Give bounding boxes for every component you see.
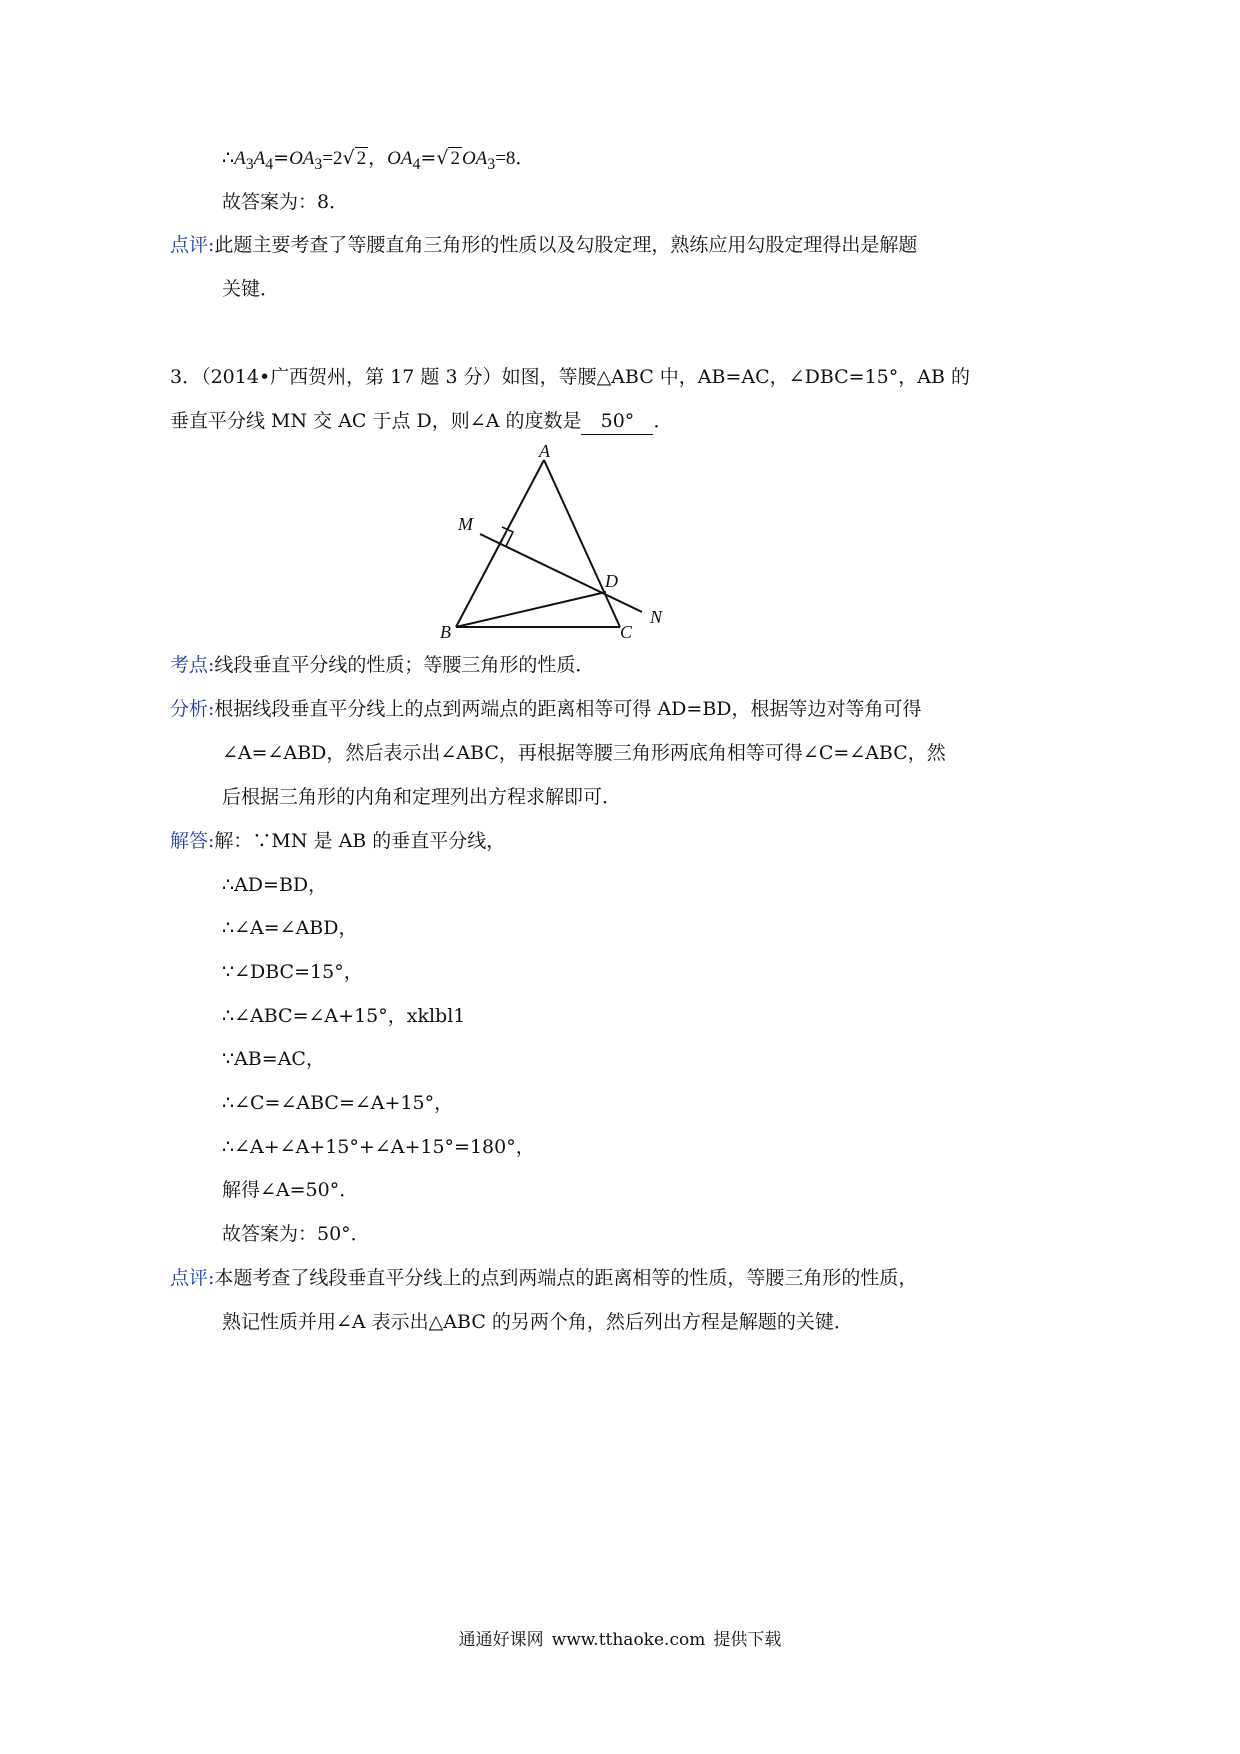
dianping-line: [170, 1265, 917, 1291]
label-a: A: [539, 441, 550, 461]
footer-site: 通通好课网: [458, 1630, 544, 1650]
segment-bd: [456, 592, 606, 627]
kaodian-text: 线段垂直平分线的性质；等腰三角形的性质．: [214, 654, 595, 676]
fenxi-text: 根据线段垂直平分线上的点到两端点的距离相等可得 AD=BD，根据等边对等角可得: [214, 698, 922, 720]
equation-line: $\therefore A_3A_4=OA_3=2√$ 2 ，$OA_4=√$ 2 $OA_3=8$．: [222, 147, 535, 173]
footer-url[interactable]: www.tthaoke.com: [551, 1630, 706, 1650]
kaodian-line: [170, 652, 594, 678]
comment-line-2: 关键．: [222, 278, 280, 300]
solution-step: ∴∠A=∠ABD，: [222, 917, 358, 939]
solution-step: 解得∠A=50°．: [222, 1179, 359, 1201]
solution-step: ∴∠C=∠ABC=∠A+15°，: [222, 1092, 454, 1114]
comment-text: 此题主要考查了等腰直角三角形的性质以及勾股定理，熟练应用勾股定理得出是解题: [214, 234, 918, 256]
footer-suffix: 提供下载: [713, 1630, 782, 1650]
sqrt-symbol: √ 2: [436, 147, 460, 169]
label-b: B: [440, 622, 451, 642]
solution-step: 故答案为：50°．: [222, 1223, 370, 1245]
problem-statement-2: 垂直平分线 MN 交 AC 于点 D，则∠A 的度数是 50° ．: [170, 408, 672, 435]
problem-statement: 3．（2014•广西贺州，第 17 题 3 分）如图，等腰△ABC 中，AB=AC，∠DBC=15°，AB 的: [170, 366, 970, 388]
solution-step: ∵∠DBC=15°，: [222, 961, 363, 983]
dianping-line-2: 熟记性质并用∠A 表示出△ABC 的另两个角，然后列出方程是解题的关键．: [222, 1311, 853, 1333]
solution-step: ∴∠A+∠A+15°+∠A+15°=180°，: [222, 1136, 535, 1158]
comment-line: [170, 232, 917, 258]
solution-step: ∴AD=BD，: [222, 874, 328, 896]
comment-label: 点评:: [170, 234, 215, 256]
solution-step: ∴∠ABC=∠A+15°，xklbl1: [222, 1005, 466, 1027]
sqrt-symbol: √ 2: [342, 147, 367, 169]
side-ac: [544, 460, 620, 627]
fenxi-line: [170, 696, 922, 722]
triangle-figure: [440, 440, 700, 650]
label-n: N: [650, 607, 663, 627]
fenxi-label: 分析:: [170, 698, 215, 720]
dianping-label: 点评:: [170, 1267, 215, 1289]
kaodian-label: 考点:: [170, 654, 215, 676]
solution-step: 解：∵MN 是 AB 的垂直平分线，: [214, 830, 506, 852]
fenxi-line-3: 后根据三角形的内角和定理列出方程求解即可．: [222, 786, 622, 808]
jieda-label: 解答:: [170, 830, 215, 852]
page-footer: [0, 1625, 1240, 1650]
label-d: D: [605, 571, 618, 591]
solution-step: ∵AB=AC，: [222, 1048, 325, 1070]
label-c: C: [620, 622, 633, 642]
fenxi-line-2: ∠A=∠ABD，然后表示出∠ABC，再根据等腰三角形两底角相等可得∠C=∠ABC，然: [222, 742, 946, 764]
dianping-text: 本题考查了线段垂直平分线上的点到两端点的距离相等的性质，等腰三角形的性质，: [214, 1267, 918, 1289]
label-m: M: [458, 514, 473, 534]
answer-blank: 50°: [581, 408, 653, 435]
jieda-line: [170, 828, 505, 854]
answer-line: 故答案为：8．: [222, 191, 349, 213]
